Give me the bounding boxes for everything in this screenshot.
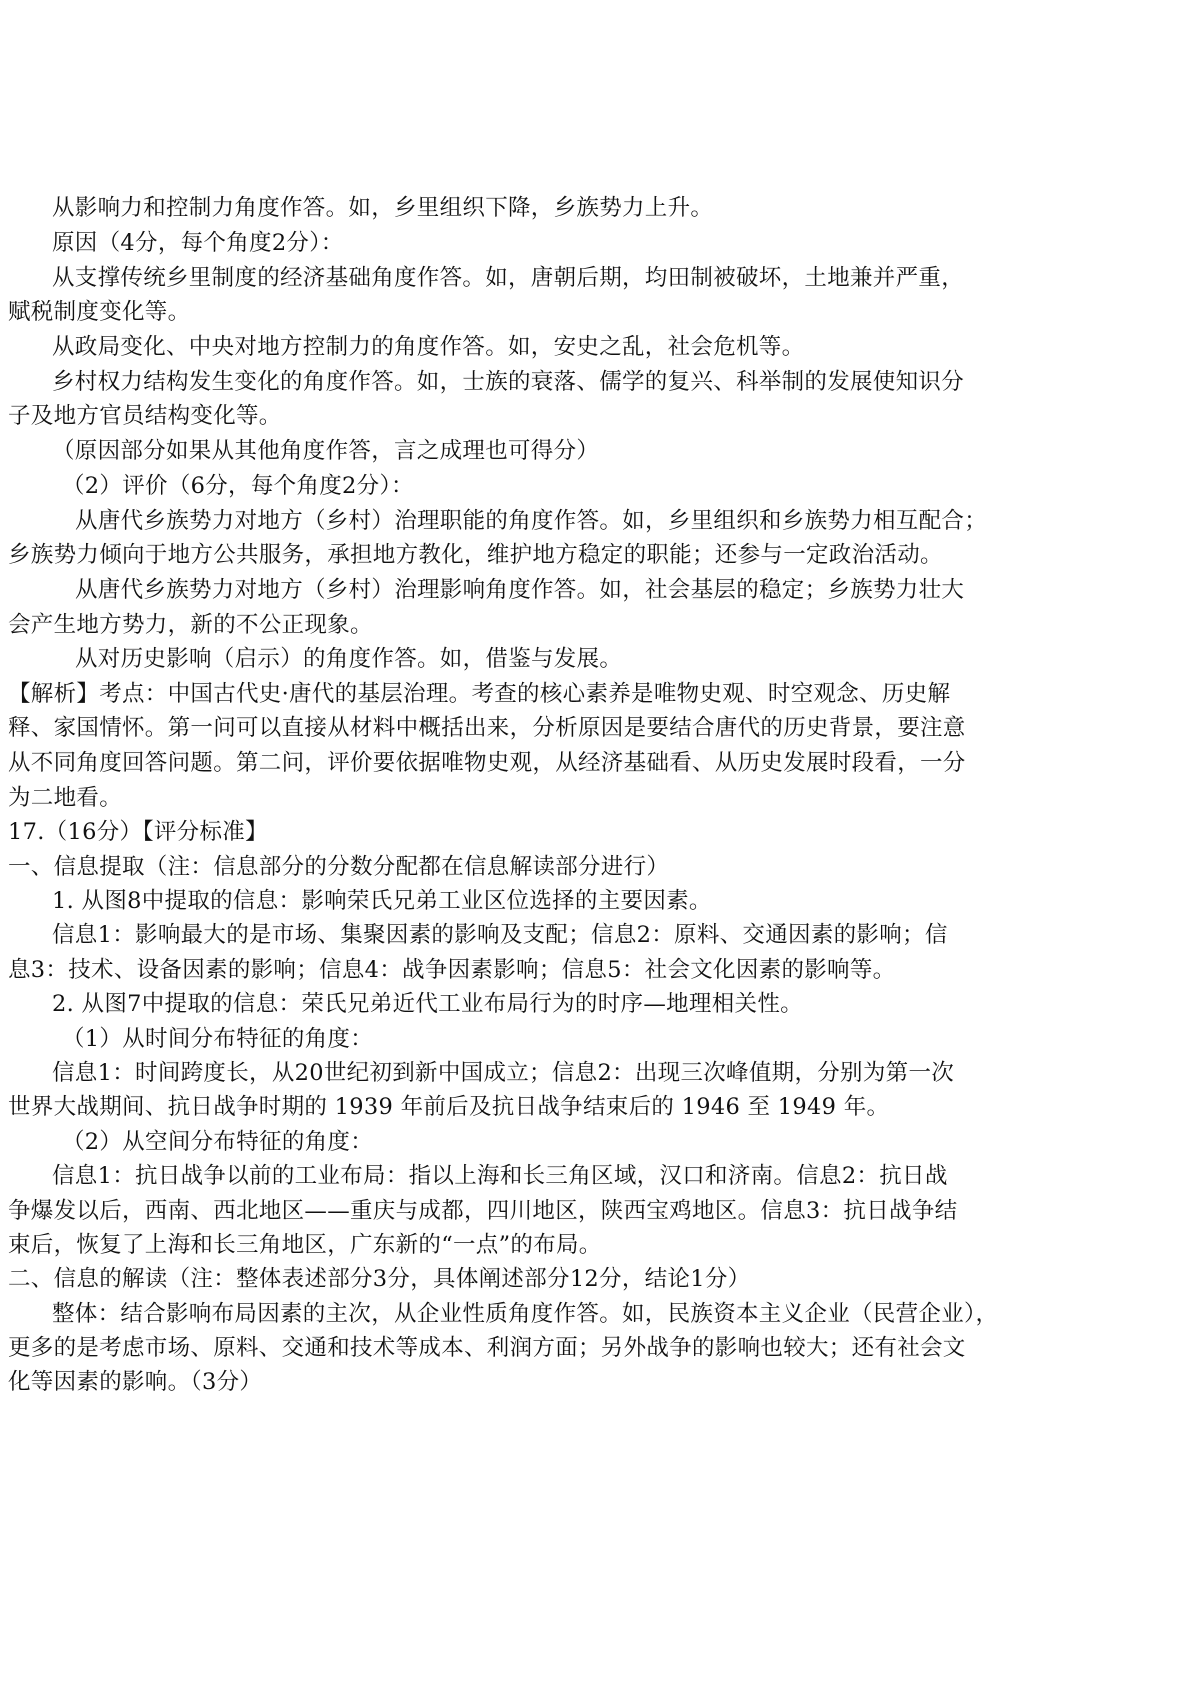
section-heading: 17.（16分）【评分标准】 — [8, 819, 268, 845]
text-line: 化等因素的影响。（3分） — [8, 1369, 263, 1395]
text-line: 从唐代乡族势力对地方（乡村）治理职能的角度作答。如，乡里组织和乡族势力相互配合； — [75, 508, 988, 534]
text-line: 从政局变化、中央对地方控制力的角度作答。如，安史之乱，社会危机等。 — [52, 334, 805, 360]
text-line: 从不同角度回答问题。第二问，评价要依据唯物史观，从经济基础看、从历史发展时段看，一分 — [8, 750, 966, 776]
text-line: 乡村权力结构发生变化的角度作答。如，士族的衰落、儒学的复兴、科举制的发展使知识分 — [52, 369, 965, 395]
text-line: 争爆发以后，西南、西北地区——重庆与成都，四川地区，陕西宝鸡地区。信息3：抗日战争结 — [8, 1198, 958, 1224]
text-line: 子及地方官员结构变化等。 — [8, 403, 282, 429]
text-line: 一、信息提取（注：信息部分的分数分配都在信息解读部分进行） — [8, 854, 670, 880]
text-line: 原因（4分，每个角度2分）： — [52, 230, 344, 256]
text-line: 为二地看。 — [8, 785, 123, 811]
text-line: 乡族势力倾向于地方公共服务，承担地方教化，维护地方稳定的职能；还参与一定政治活动。 — [8, 542, 943, 568]
text-line: 从支撑传统乡里制度的经济基础角度作答。如，唐朝后期，均田制被破坏，土地兼并严重， — [52, 265, 965, 291]
text-line: 1. 从图8中提取的信息：影响荣氏兄弟工业区位选择的主要因素。 — [52, 888, 712, 914]
text-line: （原因部分如果从其他角度作答，言之成理也可得分） — [52, 438, 600, 464]
text-line: 信息1：影响最大的是市场、集聚因素的影响及支配；信息2：原料、交通因素的影响；信 — [52, 922, 948, 948]
text-line: 信息1：时间跨度长，从20世纪初到新中国成立；信息2：出现三次峰值期，分别为第一次 — [52, 1060, 955, 1086]
text-line: 2. 从图7中提取的信息：荣氏兄弟近代工业布局行为的时序—地理相关性。 — [52, 991, 803, 1017]
text-line: 信息1：抗日战争以前的工业布局：指以上海和长三角区域，汉口和济南。信息2：抗日战 — [52, 1163, 948, 1189]
text-line: 二、信息的解读（注：整体表述部分3分，具体阐述部分12分，结论1分） — [8, 1266, 751, 1292]
text-line: 整体：结合影响布局因素的主次，从企业性质角度作答。如，民族资本主义企业（民营企业）， — [52, 1301, 999, 1327]
text-line: 世界大战期间、抗日战争时期的 1939 年前后及抗日战争结束后的 1946 至 1949 年。 — [8, 1094, 890, 1120]
text-line: 息3：技术、设备因素的影响；信息4：战争因素影响；信息5：社会文化因素的影响等。 — [8, 957, 896, 983]
text-line: （1）从时间分布特征的角度： — [62, 1026, 374, 1052]
text-line: 从唐代乡族势力对地方（乡村）治理影响角度作答。如，社会基层的稳定；乡族势力壮大 — [75, 577, 965, 603]
text-line: （2）评价（6分，每个角度2分）： — [62, 473, 414, 499]
text-line: 释、家国情怀。第一问可以直接从材料中概括出来，分析原因是要结合唐代的历史背景，要注意 — [8, 715, 966, 741]
text-line: 束后，恢复了上海和长三角地区，广东新的“一点”的布局。 — [8, 1232, 602, 1258]
text-line: 从影响力和控制力角度作答。如，乡里组织下降，乡族势力上升。 — [52, 195, 714, 221]
text-line: 赋税制度变化等。 — [8, 299, 191, 325]
text-line: 【解析】考点：中国古代史·唐代的基层治理。考查的核心素养是唯物史观、时空观念、历史解 — [8, 681, 951, 707]
text-line: 会产生地方势力，新的不公正现象。 — [8, 612, 373, 638]
text-line: 从对历史影响（启示）的角度作答。如，借鉴与发展。 — [75, 646, 623, 672]
text-line: 更多的是考虑市场、原料、交通和技术等成本、利润方面；另外战争的影响也较大；还有社会文 — [8, 1335, 966, 1361]
text-line: （2）从空间分布特征的角度： — [62, 1129, 374, 1155]
